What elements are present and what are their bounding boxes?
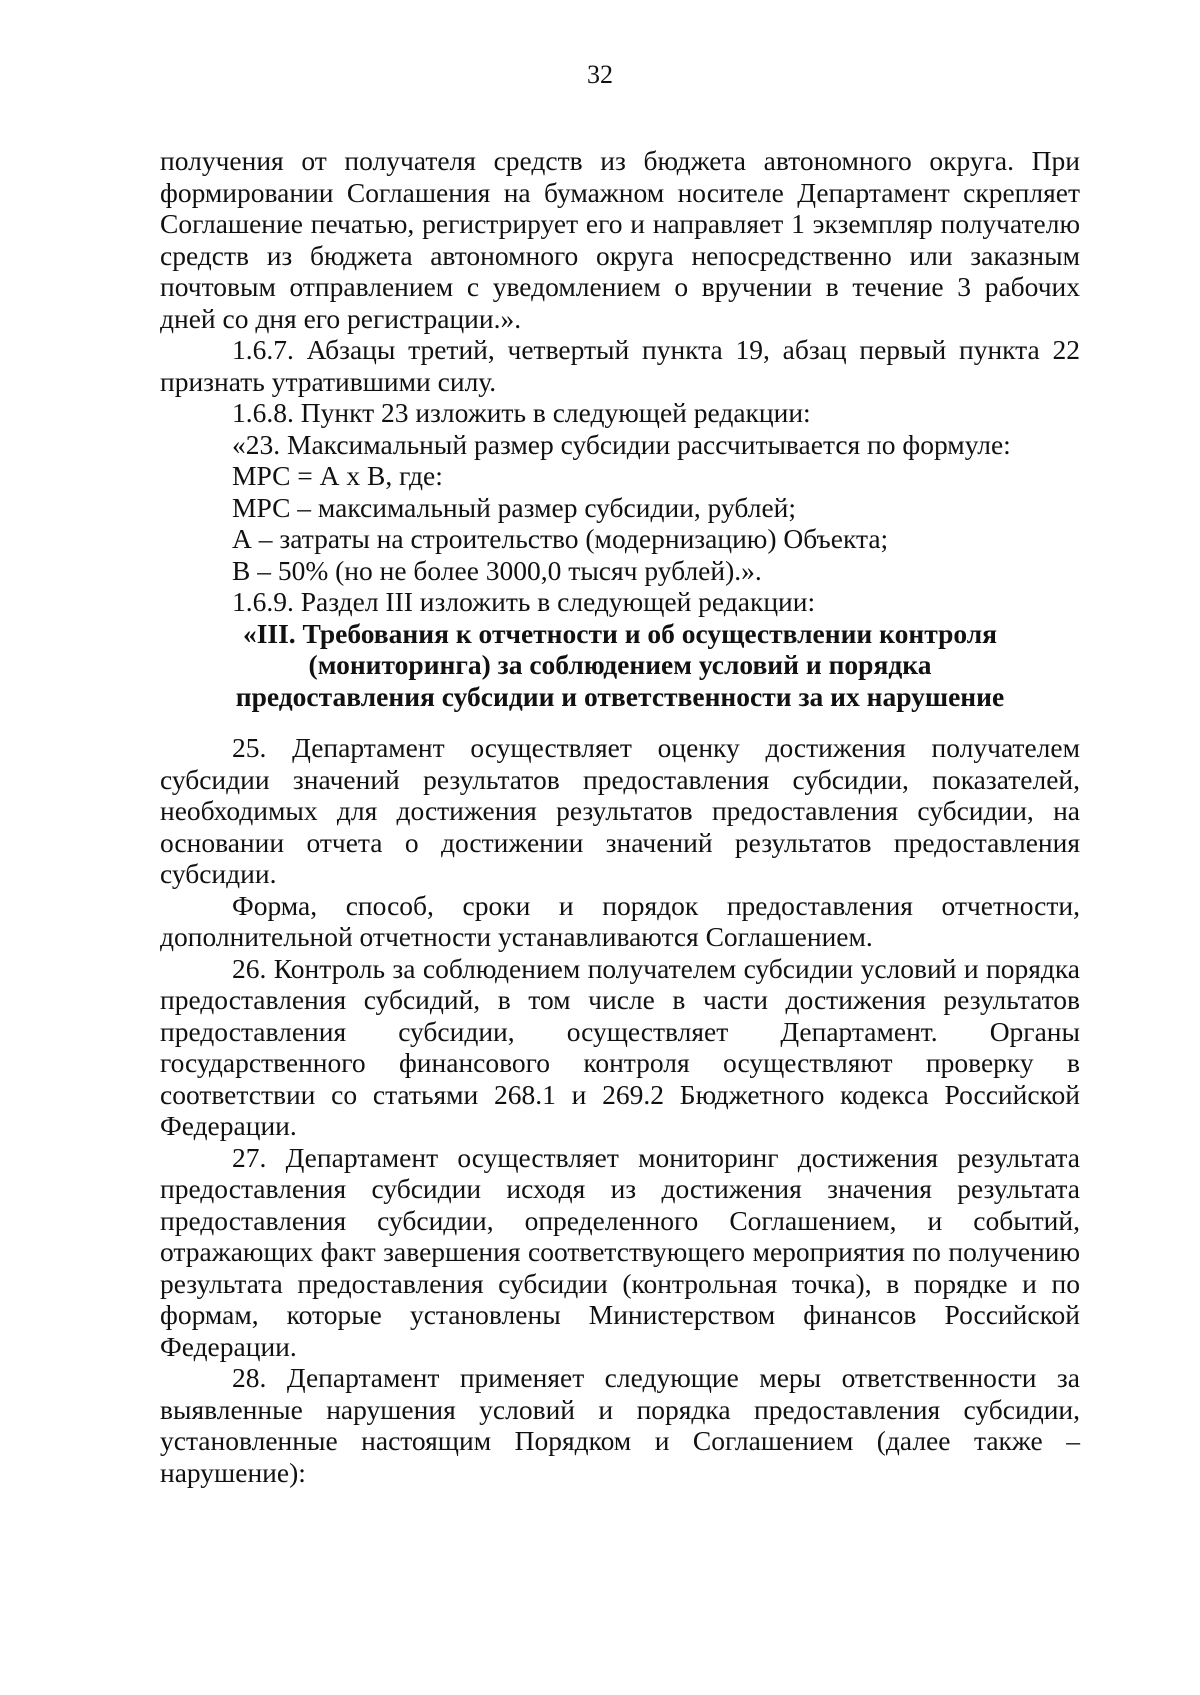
paragraph: 1.6.7. Абзацы третий, четвертый пункта 19, абзац первый пункта 22 признать утратившими силу. <box>160 334 1080 397</box>
paragraph: «23. Максимальный размер субсидии рассчитывается по формуле: <box>232 428 1011 460</box>
paragraph: 1.6.8. Пункт 23 изложить в следующей редакции: <box>232 397 811 428</box>
paragraph: 26. Контроль за соблюдением получателем субсидии условий и порядка предоставления субсидий, в том числе в части достижения результатов предоставления субсидии, осуществляет Департамент. Органы государственного финансового контроля осуществляют проверку в соответствии со статьями 268.1 и 269.2 Бюджетного кодекса Российской Федерации. <box>160 952 1080 1141</box>
section-heading-line: «III. Требования к отчетности и об осуществлении контроля <box>242 617 998 649</box>
paragraph: Форма, способ, сроки и порядок предоставления отчетности, дополнительной отчетности устанавливаются Соглашением. <box>160 889 1080 952</box>
paragraph: 25. Департамент осуществляет оценку достижения получателем субсидии значений результатов предоставления субсидии, показателей, необходимых для достижения результатов предоставления субсидии, на основании отчета о достижении значений результатов предоставления субсидии. <box>160 732 1080 889</box>
section-heading <box>160 618 1080 733</box>
formula-definition: В – 50% (но не более 3000,0 тысяч рублей).». <box>232 554 762 586</box>
formula-line: МРС = А x В, где: <box>232 460 443 491</box>
document-body <box>160 145 1080 1488</box>
formula-definition: А – затраты на строительство (модернизацию) Объекта; <box>232 523 889 554</box>
paragraph: 1.6.9. Раздел III изложить в следующей редакции: <box>232 586 816 617</box>
paragraph: 28. Департамент применяет следующие меры ответственности за выявленные нарушения условий и порядка предоставления субсидии, установленные настоящим Порядком и Соглашением (далее также – нарушение): <box>160 1362 1080 1488</box>
section-heading-line: предоставления субсидии и ответственности за их нарушение <box>235 680 1005 712</box>
paragraph: 27. Департамент осуществляет мониторинг достижения результата предоставления субсидии исходя из достижения значения результата предоставления субсидии, определенного Соглашением, и событий, отражающих факт завершения соответствующего мероприятия по получению результата предоставления субсидии (контрольная точка), в порядке и по формам, которые установлены Министерством финансов Российской Федерации. <box>160 1141 1080 1362</box>
page-number: 32 <box>587 60 613 89</box>
paragraph: получения от получателя средств из бюджета автономного округа. При формировании Соглашения на бумажном носителе Департамент скрепляет Соглашение печатью, регистрирует его и направляет 1 экземпляр получателю средств из бюджета автономного округа непосредственно или заказным почтовым отправлением с уведомлением о вручении в течение 3 рабочих дней со дня его регистрации.». <box>160 145 1080 334</box>
section-heading-line: (мониторинга) за соблюдением условий и порядка <box>308 649 932 680</box>
formula-definition: МРС – максимальный размер субсидии, рублей; <box>232 491 797 523</box>
